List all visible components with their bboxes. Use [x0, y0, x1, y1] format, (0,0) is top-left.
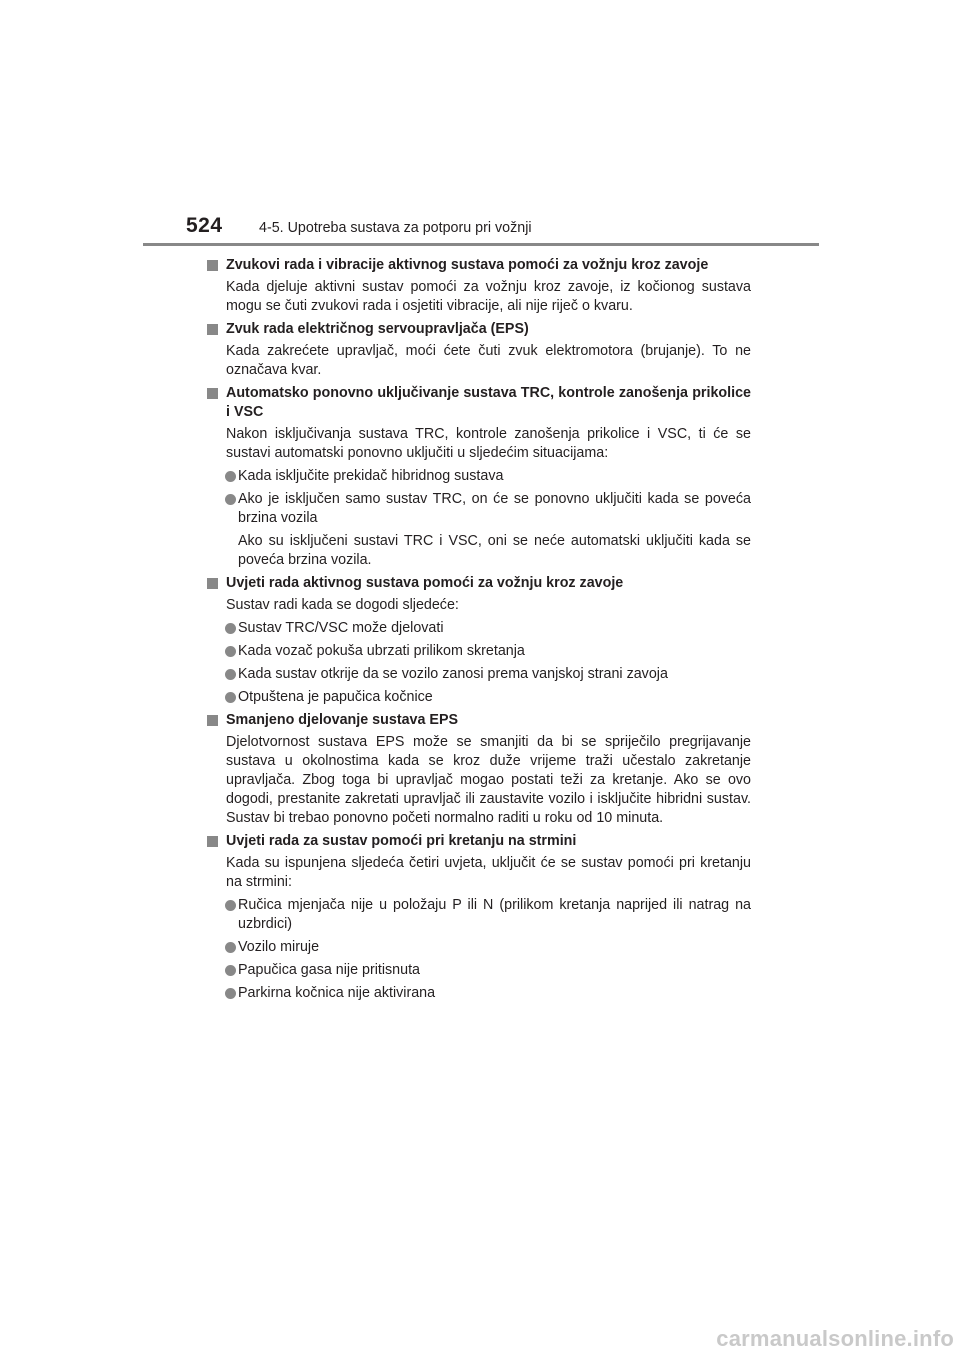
section-heading-text: Smanjeno djelovanje sustava EPS: [226, 712, 459, 728]
bullet-text: Kada vozač pokuša ubrzati prilikom skretanja: [238, 643, 525, 659]
section-heading: [207, 256, 751, 275]
section-heading: [207, 832, 751, 851]
section-heading-text: Uvjeti rada aktivnog sustava pomoći za vožnju kroz zavoje: [226, 575, 624, 591]
bullet-text: Kada isključite prekidač hibridnog sustava: [238, 468, 504, 484]
square-bullet-icon: [207, 388, 218, 399]
round-bullet-icon: [225, 623, 236, 634]
bullet-item: [207, 642, 751, 661]
manual-content: [207, 256, 751, 1007]
bullet-text: Papučica gasa nije pritisnuta: [238, 962, 420, 978]
bullet-item: [207, 896, 751, 934]
watermark-text: carmanualsonline.info: [716, 1326, 954, 1351]
bullet-text: Ručica mjenjača nije u položaju P ili N (prilikom kretanja naprijed ili natrag na uzbrdici): [238, 897, 751, 932]
bullet-item: [207, 467, 751, 486]
section-heading-text: Zvukovi rada i vibracije aktivnog sustava pomoći za vožnju kroz zavoje: [226, 257, 709, 273]
bullet-item: [207, 490, 751, 528]
square-bullet-icon: [207, 578, 218, 589]
bullet-text: Ako je isključen samo sustav TRC, on će se ponovno uključiti kada se poveća brzina vozila: [238, 491, 751, 526]
round-bullet-icon: [225, 646, 236, 657]
square-bullet-icon: [207, 836, 218, 847]
bullet-text: Kada sustav otkrije da se vozilo zanosi prema vanjskoj strani zavoja: [238, 666, 668, 682]
square-bullet-icon: [207, 260, 218, 271]
paragraph-text: Nakon isključivanja sustava TRC, kontrole zanošenja prikolice i VSC, ti će se sustavi automatski ponovno uključiti u sljedećim situacijama:: [226, 426, 751, 461]
paragraph-text: Kada djeluje aktivni sustav pomoći za vožnju kroz zavoje, iz kočionog sustava mogu se čuti zvukovi rada i osjetiti vibracije, ali nije riječ o kvaru.: [226, 279, 751, 314]
square-bullet-icon: [207, 715, 218, 726]
round-bullet-icon: [225, 692, 236, 703]
round-bullet-icon: [225, 988, 236, 999]
section-heading-text: Uvjeti rada za sustav pomoći pri kretanju na strmini: [226, 833, 577, 849]
section: [207, 711, 751, 828]
section-heading-text: Automatsko ponovno uključivanje sustava TRC, kontrole zanošenja prikolice i VSC: [226, 385, 751, 420]
round-bullet-icon: [225, 900, 236, 911]
bullet-item: [207, 688, 751, 707]
section: [207, 384, 751, 570]
section-heading-text: Zvuk rada električnog servoupravljača (EPS): [226, 321, 529, 337]
paragraph-text: Kada zakrećete upravljač, moći ćete čuti zvuk elektromotora (brujanje). To ne označava kvar.: [226, 343, 751, 378]
chapter-title: 4-5. Upotreba sustava za potporu pri vožnji: [259, 220, 532, 236]
section-heading: [207, 320, 751, 339]
section-heading: [207, 711, 751, 730]
paragraph-text: Djelotvornost sustava EPS može se smanjiti da bi se spriječilo pregrijavanje sustava u okolnostima kada se kroz duže vrijeme traži učestalo zakretanje upravljača. Zbog toga bi upravljač mogao postati teži za kretanje. Ako se ovo dogodi, prestanite zakretati upravljač ili zaustavite vozilo i isključite hibridni sustav. Sustav bi trebao ponovno početi normalno raditi u roku od 10 minuta.: [226, 734, 751, 826]
section: [207, 574, 751, 707]
bullet-text: Vozilo miruje: [238, 939, 320, 955]
bullet-text: Parkirna kočnica nije aktivirana: [238, 985, 436, 1001]
square-bullet-icon: [207, 324, 218, 335]
round-bullet-icon: [225, 965, 236, 976]
paragraph-text: Kada su ispunjena sljedeća četiri uvjeta, uključit će se sustav pomoći pri kretanju na strmini:: [226, 855, 751, 890]
section-heading: [207, 574, 751, 593]
bullet-item: [207, 984, 751, 1003]
section: [207, 832, 751, 1003]
section-heading: [207, 384, 751, 422]
round-bullet-icon: [225, 942, 236, 953]
bullet-item: [207, 938, 751, 957]
paragraph-text: Sustav radi kada se dogodi sljedeće:: [226, 597, 459, 613]
bullet-continuation-text: Ako su isključeni sustavi TRC i VSC, oni se neće automatski uključiti kada se poveća brzina vozila.: [238, 533, 751, 568]
page-number: 524: [186, 214, 223, 237]
bullet-item: [207, 665, 751, 684]
round-bullet-icon: [225, 669, 236, 680]
bullet-text: Sustav TRC/VSC može djelovati: [238, 620, 444, 636]
round-bullet-icon: [225, 471, 236, 482]
bullet-item: [207, 619, 751, 638]
page-header: [0, 0, 960, 250]
bullet-item: [207, 961, 751, 980]
round-bullet-icon: [225, 494, 236, 505]
bullet-text: Otpuštena je papučica kočnice: [238, 689, 433, 705]
section: [207, 320, 751, 380]
header-divider: [143, 243, 819, 246]
section: [207, 256, 751, 316]
